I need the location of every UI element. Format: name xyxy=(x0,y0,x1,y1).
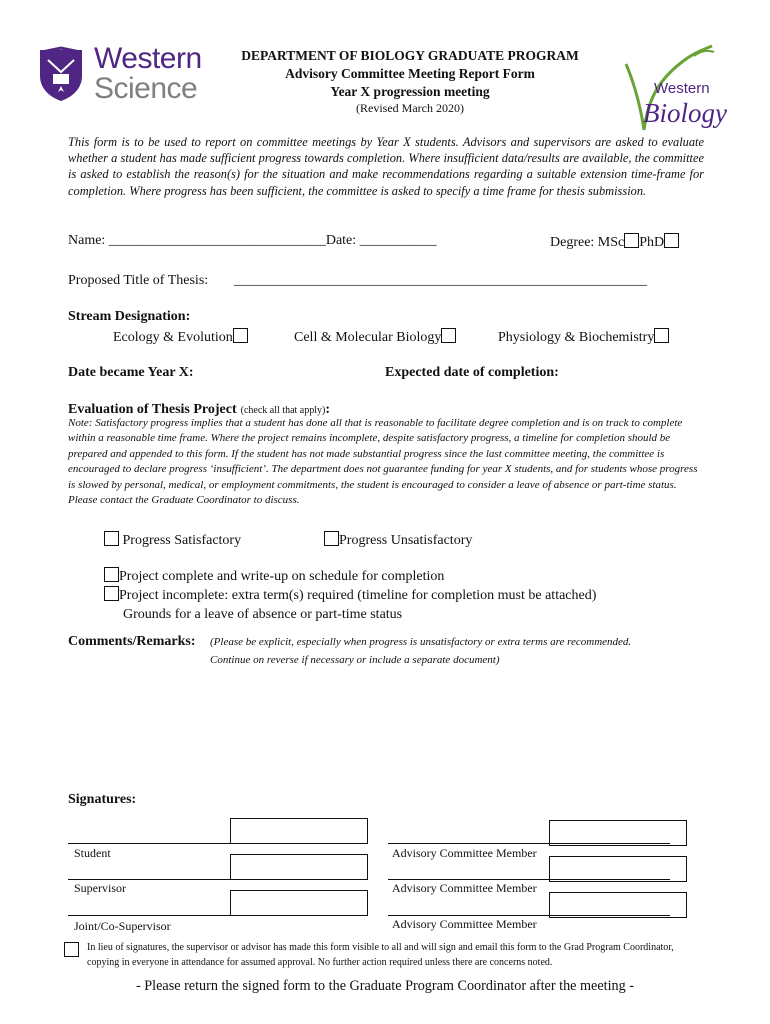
degree-msc-label: Degree: MSc xyxy=(550,235,625,250)
date-label: Date: xyxy=(325,233,360,248)
project-incomplete-checkbox[interactable] xyxy=(104,586,119,601)
western-science-logo xyxy=(38,44,208,106)
committee-member-2-line xyxy=(388,879,670,880)
form-subtitle: Year X progression meeting xyxy=(330,84,490,99)
project-complete-checkbox[interactable] xyxy=(104,567,119,582)
progress-satisfactory-label: Progress Satisfactory xyxy=(122,533,242,548)
project-complete-label: Project complete and write-up on schedule for completion xyxy=(119,569,445,584)
revised-date: (Revised March 2020) xyxy=(356,101,464,115)
evaluation-title: Evaluation of Thesis Project xyxy=(68,402,237,417)
intro-paragraph: This form is to be used to report on committee meetings by Year X students. Advisors and supervisors are asked to evaluate whether a student has made sufficient progress towards completion. Where insufficient data/results are available, the committee is asked to establish the reason(s) for the situation and make recommendations regarding a suitable extension time-frame for completion. Where progress has been sufficient, the committee is asked to specify a time frame for thesis submission. xyxy=(68,135,704,198)
name-field[interactable] xyxy=(68,233,437,249)
phd-label: PhD xyxy=(639,235,665,250)
logo-science-text: Science xyxy=(94,72,198,105)
name-blank[interactable]: _______________________________ xyxy=(108,233,326,248)
evaluation-hint: (check all that apply) xyxy=(240,405,326,416)
logo-biology-text: Biology xyxy=(643,98,727,128)
western-biology-logo xyxy=(622,42,734,134)
progress-unsatisfactory-checkbox[interactable] xyxy=(324,531,339,546)
thesis-title-blank[interactable]: ___________________________________________________________ xyxy=(234,273,647,288)
comments-hint-2: Continue on reverse if necessary or include a separate document) xyxy=(210,654,500,666)
comments-area[interactable] xyxy=(68,672,704,782)
in-lieu-text: In lieu of signatures, the supervisor or advisor has made this form visible to all and will sign and email this form to the Grad Program Coordinator, copying in everyone in attendance for assumed approval. No further action required unless there are concerns noted. xyxy=(87,942,674,968)
cell-checkbox[interactable] xyxy=(441,328,456,343)
degree-field xyxy=(550,233,679,251)
msc-checkbox[interactable] xyxy=(624,233,639,248)
comments-hint-1: (Please be explicit, especially when progress is unsatisfactory or extra terms are recommended. xyxy=(210,636,632,648)
expected-completion-label: Expected date of completion: xyxy=(385,365,559,380)
project-incomplete-label: Project incomplete: extra term(s) required (timeline for completion must be attached) xyxy=(119,588,597,603)
physiology-label: Physiology & Biochemistry xyxy=(498,330,655,345)
co-supervisor-signature-box[interactable] xyxy=(230,890,368,916)
progress-unsatisfactory-option[interactable] xyxy=(324,531,472,549)
in-lieu-checkbox[interactable] xyxy=(64,942,79,957)
co-supervisor-signature-line xyxy=(68,915,368,916)
name-label: Name: xyxy=(68,233,109,248)
committee-member-1-line xyxy=(388,843,670,844)
student-signature-box[interactable] xyxy=(230,818,368,844)
committee-member-2-label: Advisory Committee Member xyxy=(392,881,537,895)
progress-unsatisfactory-label: Progress Unsatisfactory xyxy=(339,533,473,548)
physiology-checkbox[interactable] xyxy=(654,328,669,343)
committee-member-3-label: Advisory Committee Member xyxy=(392,917,537,931)
stream-heading: Stream Designation: xyxy=(68,309,191,324)
department-title: DEPARTMENT OF BIOLOGY GRADUATE PROGRAM xyxy=(241,48,579,63)
stream-option-cell[interactable] xyxy=(294,328,456,346)
cell-label: Cell & Molecular Biology xyxy=(294,330,442,345)
committee-member-3-line xyxy=(388,915,670,916)
supervisor-signature-box[interactable] xyxy=(230,854,368,880)
in-lieu-option[interactable] xyxy=(64,942,79,960)
supervisor-signature-line xyxy=(68,879,368,880)
student-role-label: Student xyxy=(74,846,111,860)
progress-satisfactory-option[interactable] xyxy=(104,531,241,549)
stream-option-ecology[interactable] xyxy=(113,328,248,346)
stream-option-physiology[interactable] xyxy=(498,328,669,346)
committee-member-1-label: Advisory Committee Member xyxy=(392,846,537,860)
signatures-heading: Signatures: xyxy=(68,792,137,807)
project-complete-option[interactable] xyxy=(104,567,444,585)
year-x-date-label: Date became Year X: xyxy=(68,365,194,380)
logo-western-text: Western xyxy=(94,42,202,75)
co-supervisor-role-label: Joint/Co-Supervisor xyxy=(74,919,171,933)
date-blank[interactable]: ___________ xyxy=(359,233,437,248)
ecology-checkbox[interactable] xyxy=(233,328,248,343)
leave-option-label: Grounds for a leave of absence or part-time status xyxy=(123,607,403,622)
footer-instruction: - Please return the signed form to the Graduate Program Coordinator after the meeting - xyxy=(136,978,634,994)
student-signature-line xyxy=(68,843,368,844)
ecology-label: Ecology & Evolution xyxy=(113,330,233,345)
project-incomplete-option[interactable] xyxy=(104,586,596,604)
form-title: Advisory Committee Meeting Report Form xyxy=(285,66,535,81)
western-crest-icon xyxy=(38,46,84,102)
phd-checkbox[interactable] xyxy=(664,233,679,248)
comments-heading: Comments/Remarks: xyxy=(68,634,196,649)
logo-western-small: Western xyxy=(654,80,710,97)
evaluation-colon: : xyxy=(325,402,331,417)
supervisor-role-label: Supervisor xyxy=(74,881,126,895)
evaluation-note: Note: Satisfactory progress implies that a student has done all that is reasonable to facilitate degree completion and is on track to complete within a reasonable time frame. Where the project remains incomplete, despite satisfactory progress, a timeline for completion should be prepared and appended to this form. If the student has not made substantial progress since the last committee meeting, the committee is encouraged to declare progress ‘insufficient’. The department does not guarantee funding for year X students, and for students whose progress is slowed by personal, medical, or employment commitments, the student is encouraged to consider a leave of absence or part-time status. Please contact the Graduate Coordinator to discuss. xyxy=(68,417,698,507)
thesis-title-label: Proposed Title of Thesis: xyxy=(68,273,209,288)
progress-satisfactory-checkbox[interactable] xyxy=(104,531,119,546)
